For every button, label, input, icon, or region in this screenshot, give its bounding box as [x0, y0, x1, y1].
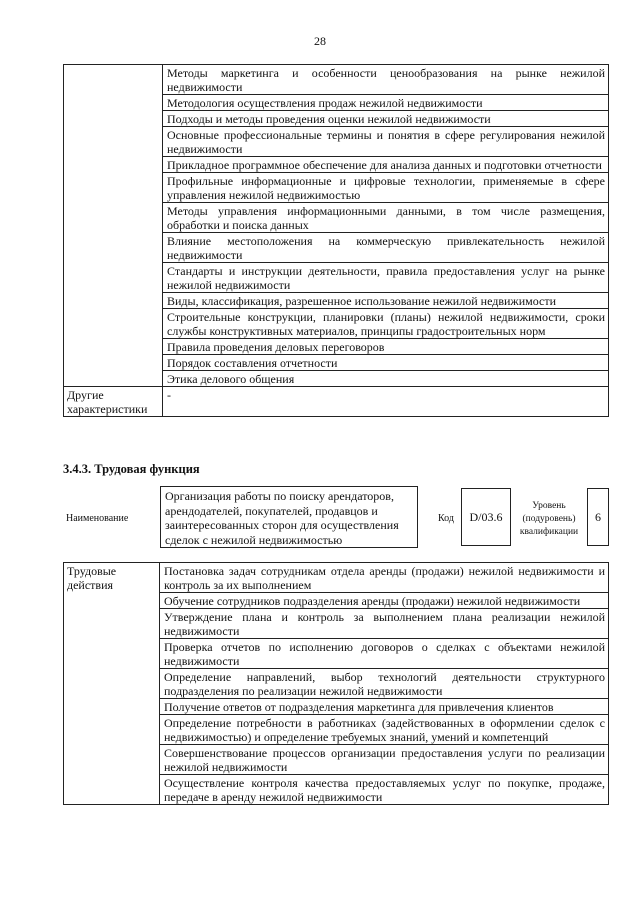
- table-cell: Подходы и методы проведения оценки нежилой недвижимости: [163, 111, 609, 127]
- table-cell: Проверка отчетов по исполнению договоров о сделках с объектами нежилой недвижимости: [160, 639, 609, 669]
- table-cell: Обучение сотрудников подразделения аренды (продажи) нежилой недвижимости: [160, 593, 609, 609]
- other-characteristics-value: -: [163, 387, 609, 417]
- table-cell: Методы маркетинга и особенности ценообразования на рынке нежилой недвижимости: [163, 65, 609, 95]
- table-cell: Этика делового общения: [163, 371, 609, 387]
- table-cell: Совершенствование процессов организации предоставления услуги по реализации нежилой недвижимости: [160, 745, 609, 775]
- table-cell: Утверждение плана и контроль за выполнением плана реализации нежилой недвижимости: [160, 609, 609, 639]
- labor-actions-label: Трудовые действия: [64, 563, 160, 805]
- function-name-label: Наименование: [66, 513, 129, 524]
- table-row: [64, 563, 609, 593]
- function-name-box: Организация работы по поиску арендаторов, арендодателей, покупателей, продавцов и заинтересованных сторон для осуществления сделок с нежилой недвижимостью: [160, 486, 418, 548]
- labor-actions-table: [63, 562, 609, 805]
- page-number: 28: [314, 34, 326, 48]
- table-cell: Виды, классификация, разрешенное использование нежилой недвижимости: [163, 293, 609, 309]
- code-box: D/03.6: [461, 488, 511, 546]
- table-row: [64, 387, 609, 417]
- table-cell: Профильные информационные и цифровые технологии, применяемые в сфере управления нежилой недвижимостью: [163, 173, 609, 203]
- empty-label-cell: [64, 65, 163, 387]
- table-cell: Строительные конструкции, планировки (планы) нежилой недвижимости, сроки службы конструктивных материалов, принципы градостроительных норм: [163, 309, 609, 339]
- table-cell: Стандарты и инструкции деятельности, правила предоставления услуг на рынке нежилой недвижимости: [163, 263, 609, 293]
- code-label: Код: [438, 513, 454, 524]
- table-cell: Прикладное программное обеспечение для анализа данных и подготовки отчетности: [163, 157, 609, 173]
- table-cell: Правила проведения деловых переговоров: [163, 339, 609, 355]
- knowledge-table: [63, 64, 609, 417]
- table-cell: Порядок составления отчетности: [163, 355, 609, 371]
- table-cell: Получение ответов от подразделения маркетинга для привлечения клиентов: [160, 699, 609, 715]
- section-title: 3.4.3. Трудовая функция: [63, 462, 200, 476]
- table-cell: Методология осуществления продаж нежилой недвижимости: [163, 95, 609, 111]
- level-box: 6: [587, 488, 609, 546]
- table-cell: Влияние местоположения на коммерческую привлекательность нежилой недвижимости: [163, 233, 609, 263]
- level-label: Уровень (подуровень) квалификации: [519, 501, 579, 537]
- other-characteristics-label: Другие характеристики: [64, 387, 163, 417]
- table-cell: Определение направлений, выбор технологий деятельности структурного подразделения по реализации нежилой недвижимости: [160, 669, 609, 699]
- table-row: [64, 65, 609, 95]
- table-cell: Осуществление контроля качества предоставляемых услуг по покупке, продаже, передаче в аренду нежилой недвижимости: [160, 775, 609, 805]
- table-cell: Методы управления информационными данными, в том числе размещения, обработки и поиска данных: [163, 203, 609, 233]
- table-cell: Постановка задач сотрудникам отдела аренды (продажи) нежилой недвижимости и контроль за их выполнением: [160, 563, 609, 593]
- table-cell: Определение потребности в работниках (задействованных в оформлении сделок с недвижимостью) и определение требуемых знаний, умений и компетенций: [160, 715, 609, 745]
- table-cell: Основные профессиональные термины и понятия в сфере регулирования нежилой недвижимости: [163, 127, 609, 157]
